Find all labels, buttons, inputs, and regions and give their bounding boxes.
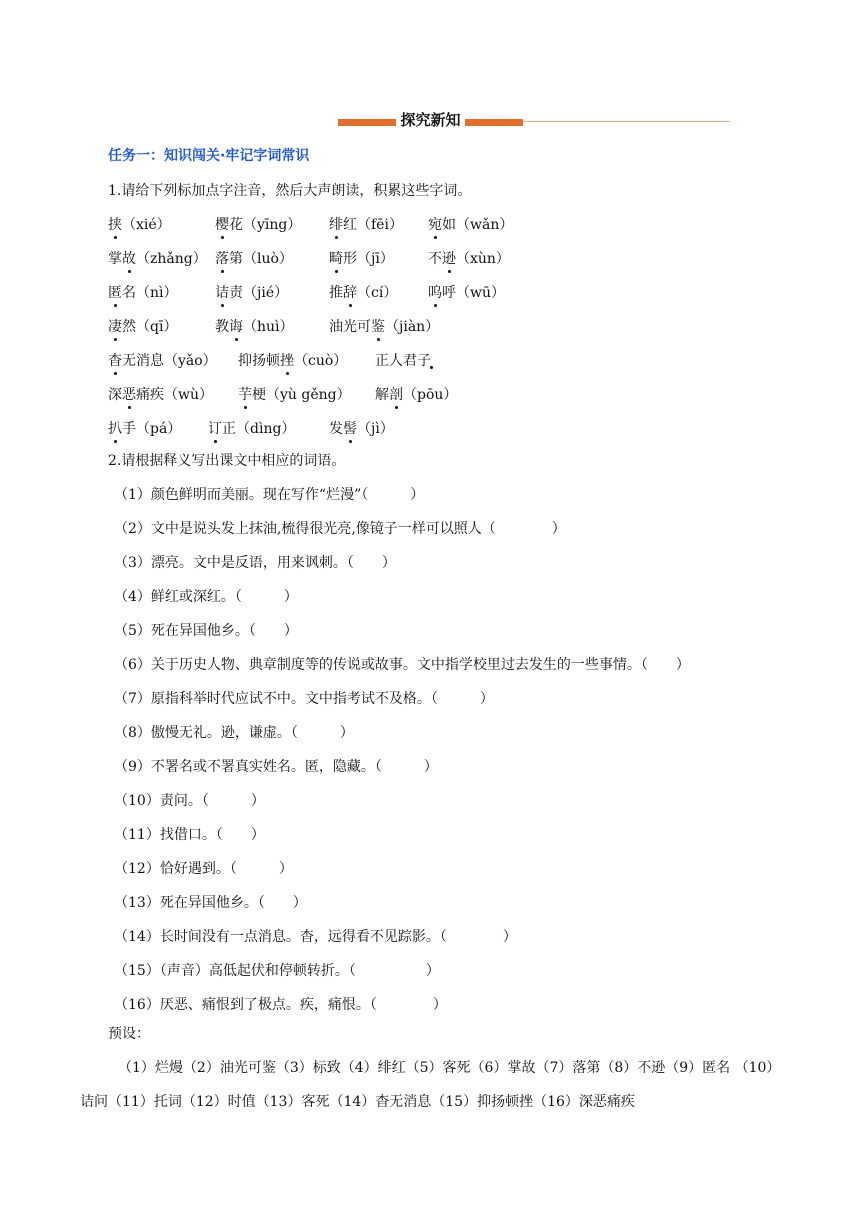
word-suffix: 名（nì） [122,285,178,301]
word-prefix: 推 [329,285,343,301]
pinyin-word [108,249,207,269]
pinyin-word [329,317,439,337]
dotted-character: 畸 [329,251,343,267]
pinyin-word [108,419,181,439]
word-suffix: （jiàn） [385,319,440,335]
task-title: 任务一：知识闯关·牢记字词常识 [108,148,310,164]
pinyin-word [428,215,513,235]
word-suffix: （xié） [122,217,171,233]
pinyin-word [329,419,394,439]
dotted-character: 凄 [108,319,122,335]
word-suffix: 正（dìng） [222,421,296,437]
word-suffix: 责（jié） [229,285,289,301]
answers-line-2: 诘问（11）托词（12）时值（13）客死（14）杳无消息（15）抑扬顿挫（16）深恶痛疾 [80,1094,635,1110]
dotted-character: 恶 [122,387,136,403]
dotted-character: 挟 [108,217,122,233]
word-prefix: 抑扬顿 [238,353,280,369]
pinyin-word [238,351,347,371]
pinyin-word [108,215,171,235]
dotted-character: 鉴 [371,319,385,335]
word-prefix: 掌 [108,251,122,267]
definition-item: （13）死在异国他乡。（ ） [114,895,307,911]
definition-item: （12）恰好遇到。（ ） [114,861,293,877]
word-suffix: 花（yīng） [229,217,302,233]
header-bar-right [465,119,523,126]
pinyin-word [238,385,351,405]
word-suffix: 红（fēi） [343,217,403,233]
word-suffix: （cuò） [294,353,348,369]
dotted-character: 诘 [215,285,229,301]
dotted-character: 宛 [428,217,442,233]
pinyin-word [215,283,288,303]
pinyin-word [208,419,295,439]
dotted-character: 挫 [280,353,294,369]
word-suffix: （cí） [357,285,398,301]
pinyin-word [215,317,294,337]
pinyin-word [108,385,213,405]
pinyin-word [108,351,217,371]
pinyin-word [329,215,403,235]
definition-item: （1）颜色鲜明而美丽。现在写作“烂漫”（ ） [114,487,425,503]
dotted-character: 髻 [343,421,357,437]
definition-item: （16）厌恶、痛恨到了极点。疾，痛恨。（ ） [114,997,447,1013]
dotted-character: 匿 [108,285,122,301]
header-bar-left [338,119,396,126]
word-suffix: 呼（wū） [442,285,505,301]
word-suffix: 无消息（yǎo） [122,353,217,369]
word-prefix: 不 [428,251,442,267]
dotted-character: 落 [215,251,229,267]
word-prefix: 教 [215,319,229,335]
definition-item: （6）关于历史人物、典章制度等的传说或故事。文中指学校里过去发生的一些事情。（ ） [114,657,690,673]
pinyin-word [108,283,178,303]
pinyin-word [428,283,505,303]
word-suffix: 如（wǎn） [442,217,514,233]
pinyin-word [329,283,397,303]
pinyin-word [108,317,177,337]
word-suffix: （zhǎng） [136,251,207,267]
definition-item: （3）漂亮。文中是反语，用来讽刺。（ ） [114,555,396,571]
dotted-character: 杳 [108,353,122,369]
dotted-character: 故 [122,251,136,267]
pinyin-word [215,249,293,269]
word-suffix: （jì） [357,421,394,437]
word-suffix: 痛疾（wù） [136,387,213,403]
word-prefix: 正人君子 [375,353,431,369]
answers-line-1: （1）烂熳（2）油光可鉴（3）标致（4）绯红（5）客死（6）掌故（7）落第（8）不逊（9）匿名 （10） [118,1060,781,1076]
pinyin-word [215,215,301,235]
definition-item: （11）找借口。（ ） [114,827,265,843]
definition-item: （9）不署名或不署真实姓名。匿，隐藏。（ ） [114,759,438,775]
dotted-character: 扒 [108,421,122,437]
dotted-character: 辞 [343,285,357,301]
preset-label: 预设： [108,1026,150,1042]
definition-item: （14）长时间没有一点消息。杳，远得看不见踪影。（ ） [114,929,517,945]
pinyin-word [375,385,457,405]
dotted-character: 剖 [389,387,403,403]
question-2-title: 2.请根据释义写出课文中相应的词语。 [108,453,346,469]
word-suffix: （pōu） [403,387,458,403]
pinyin-word [329,249,394,269]
dotted-character: 绯 [329,217,343,233]
dotted-character: 樱 [215,217,229,233]
definition-item: （2）文中是说头发上抹油,梳得很光亮,像镜子一样可以照人（ ） [114,521,566,537]
definition-item: （8）傲慢无礼。逊，谦虚。（ ） [114,725,354,741]
word-suffix: （xùn） [456,251,510,267]
pinyin-word [428,249,510,269]
dotted-character: 芋 [238,387,252,403]
section-title: 探究新知 [396,110,465,130]
word-prefix: 油光可 [329,319,371,335]
question-1-title: 1.请给下列标加点字注音，然后大声朗读，积累这些字词。 [108,183,472,199]
word-suffix: 手（pá） [122,421,182,437]
word-suffix: 第（luò） [229,251,293,267]
word-prefix: 深 [108,387,122,403]
word-suffix: （huì） [243,319,294,335]
dotted-character: 诲 [229,319,243,335]
pinyin-word [375,351,431,371]
definition-item: （4）鲜红或深红。（ ） [114,589,298,605]
dotted-character: 订 [208,421,222,437]
word-suffix: 然（qī） [122,319,178,335]
definition-item: （10）责问。（ ） [114,793,265,809]
word-suffix: 形（jī） [343,251,394,267]
definition-item: （15）（声音）高低起伏和停顿转折。（ ） [114,963,440,979]
word-prefix: 发 [329,421,343,437]
word-suffix: 梗（yù gěng） [252,387,351,403]
definition-item: （5）死在异国他乡。（ ） [114,623,298,639]
dotted-character: 逊 [442,251,456,267]
definition-item: （7）原指科举时代应试不中。文中指考试不及格。（ ） [114,691,494,707]
dotted-character: 呜 [428,285,442,301]
word-prefix: 解 [375,387,389,403]
